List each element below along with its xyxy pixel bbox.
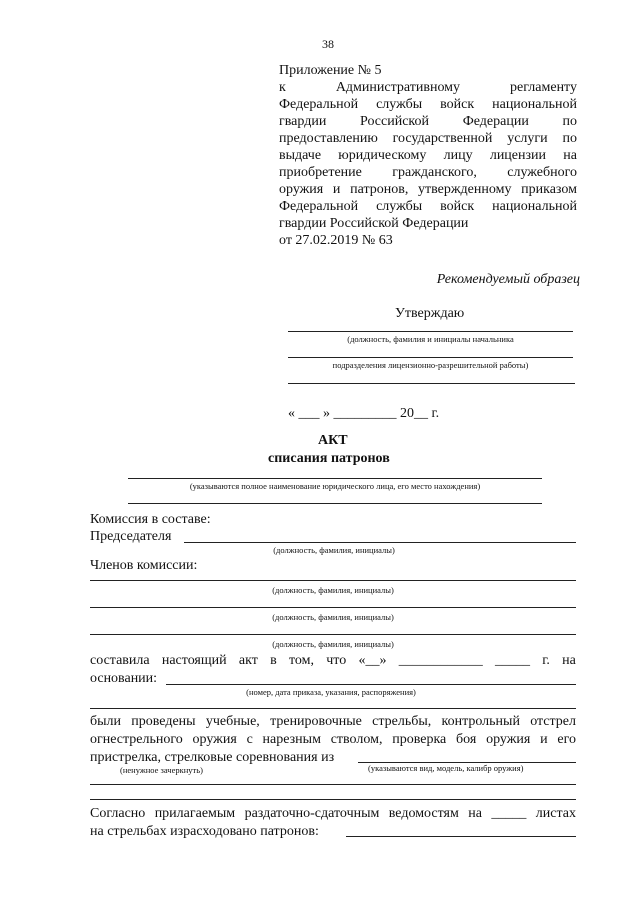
appendix-word: гражданского, [392,165,477,180]
org-line[interactable] [128,478,542,479]
paragraph-word: на [562,653,576,668]
paragraph-word: _____ [491,806,527,821]
page-number: 38 [322,37,334,51]
paragraph-word: в [270,653,277,668]
paragraph-word: на [468,806,482,821]
paragraph-word: проведены [131,714,196,729]
paragraph-word: огнестрельного [90,732,183,747]
paragraph-word: с [246,732,253,747]
approve-date[interactable]: « ___ » _________ 20__ г. [288,406,440,421]
approve-title: Утверждаю [395,306,465,321]
approver-line-2[interactable] [288,357,573,358]
appendix-word: услуги [507,131,548,146]
firing-line-1 [90,713,576,730]
paragraph-word: боя [456,732,477,747]
appendix-line [279,164,577,181]
paragraph-word: акт [238,653,258,668]
appendix-word: Федерации [462,114,529,129]
appendix-word: войск [440,97,475,112]
approver-caption-1: (должность, фамилия и инициалы начальника [347,334,514,344]
paragraph-word: его [557,732,576,747]
basis-caption: (номер, дата приказа, указания, распоряжения) [246,687,416,697]
member-field-3[interactable] [90,634,576,635]
weapon-field-3[interactable] [90,799,576,800]
org-line-2[interactable] [128,503,542,504]
appendix-word: войск [440,199,475,214]
appendix-word: гвардии [279,114,327,129]
member-caption-1: (должность, фамилия, инициалы) [272,585,394,595]
act-title: АКТ [318,433,348,448]
weapon-field-2[interactable] [90,784,576,785]
ledger-line-1 [90,805,576,822]
appendix-line [279,181,577,198]
basis-label: основании: [90,671,158,686]
chairman-field[interactable] [184,542,576,543]
appendix-word: по [562,114,577,129]
appendix-word: лицензии [489,148,547,163]
paragraph-word: тренировочные [270,714,362,729]
appendix-word: патронов, [350,182,409,197]
members-label: Членов комиссии: [90,558,198,573]
compiled-line [90,652,576,669]
appendix-word: национальной [492,199,577,214]
paragraph-word: г. [542,653,550,668]
paragraph-word: стрельбы, [372,714,432,729]
appendix-word: к [279,80,286,95]
paragraph-word: проверка [392,732,447,747]
org-caption: (указываются полное наименование юридического лица, его место нахождения) [189,481,481,491]
paragraph-word: стволом, [330,732,383,747]
appendix-word: и [332,182,341,197]
recommended-sample: Рекомендуемый образец [436,272,580,287]
appendix-word: государственной [392,131,493,146]
appendix-word: предоставлению [279,131,378,146]
paragraph-word: отстрел [530,714,576,729]
chairman-label: Председателя [90,529,172,544]
appendix-word: Российской [360,114,429,129]
paragraph-word: ведомостям [388,806,459,821]
appendix-line [279,96,577,113]
paragraph-word: были [90,714,122,729]
member-field-2[interactable] [90,607,576,608]
appendix-line [279,130,577,147]
approver-line-3[interactable] [288,383,575,384]
appendix-word: Федеральной [279,199,359,214]
chairman-caption: (должность, фамилия, инициалы) [273,545,395,555]
appendix-word: регламенту [510,80,577,95]
appendix-word: приобретение [279,165,362,180]
firing-caption-right: (указываются вид, модель, калибр оружия) [368,763,524,773]
appendix-word: национальной [492,97,577,112]
approver-caption-2: подразделения лицензионно-разрешительной работы) [332,360,529,370]
appendix-line [279,113,577,130]
firing-caption-left: (ненужное зачеркнуть) [120,765,203,775]
paragraph-word: «__» [358,653,387,668]
paragraph-word: _____ [494,653,530,668]
appendix-last-line: гвардии Российской Федерации [279,216,469,231]
appendix-word: оружия [279,182,324,197]
paragraph-word: нарезным [262,732,321,747]
appendix-line [279,147,577,164]
paragraph-word: оружия [192,732,237,747]
member-caption-2: (должность, фамилия, инициалы) [272,612,394,622]
appendix-word: на [563,148,577,163]
appendix-word: по [562,131,577,146]
basis-field[interactable] [166,684,576,685]
member-field-1[interactable] [90,580,576,581]
ledger-line-2: на стрельбах израсходовано патронов: [90,824,319,839]
paragraph-word: контрольный [441,714,520,729]
appendix-block [279,62,577,249]
appendix-word: утвержденному [418,182,512,197]
member-caption-3: (должность, фамилия, инициалы) [272,639,394,649]
paragraph-word: листах [535,806,576,821]
approver-line-1[interactable] [288,331,573,332]
appendix-word: службы [376,97,423,112]
appendix-lines [279,79,577,215]
firing-line-2 [90,731,576,748]
paragraph-word: и [540,732,548,747]
appendix-date-line: от 27.02.2019 № 63 [279,233,393,248]
appendix-word: Федеральной [279,97,359,112]
paragraph-word: Согласно [90,806,146,821]
appendix-word: юридическому [338,148,427,163]
firing-line-3: пристрелка, стрелковые соревнования из [90,750,335,765]
paragraph-word: составила [90,653,150,668]
appendix-title: Приложение № 5 [279,63,382,78]
act-subtitle: списания патронов [268,451,390,466]
paragraph-word: настоящий [161,653,227,668]
paragraph-word: оружия [486,732,531,747]
appendix-word: Административному [335,80,461,95]
paragraph-word: прилагаемым [154,806,236,821]
appendix-word: службы [376,199,423,214]
appendix-word: служебного [507,165,577,180]
cartridges-field[interactable] [346,836,576,837]
appendix-line [279,198,577,215]
paragraph-word: том, [288,653,314,668]
appendix-word: приказом [521,182,577,197]
paragraph-word: что [326,653,347,668]
paragraph-word: ____________ [398,653,483,668]
appendix-word: выдаче [279,148,322,163]
appendix-word: лицу [443,148,473,163]
basis-field-2[interactable] [90,708,576,709]
paragraph-word: раздаточно-сдаточным [244,806,380,821]
appendix-line [279,79,577,96]
paragraph-word: учебные, [205,714,260,729]
commission-label: Комиссия в составе: [90,512,211,527]
